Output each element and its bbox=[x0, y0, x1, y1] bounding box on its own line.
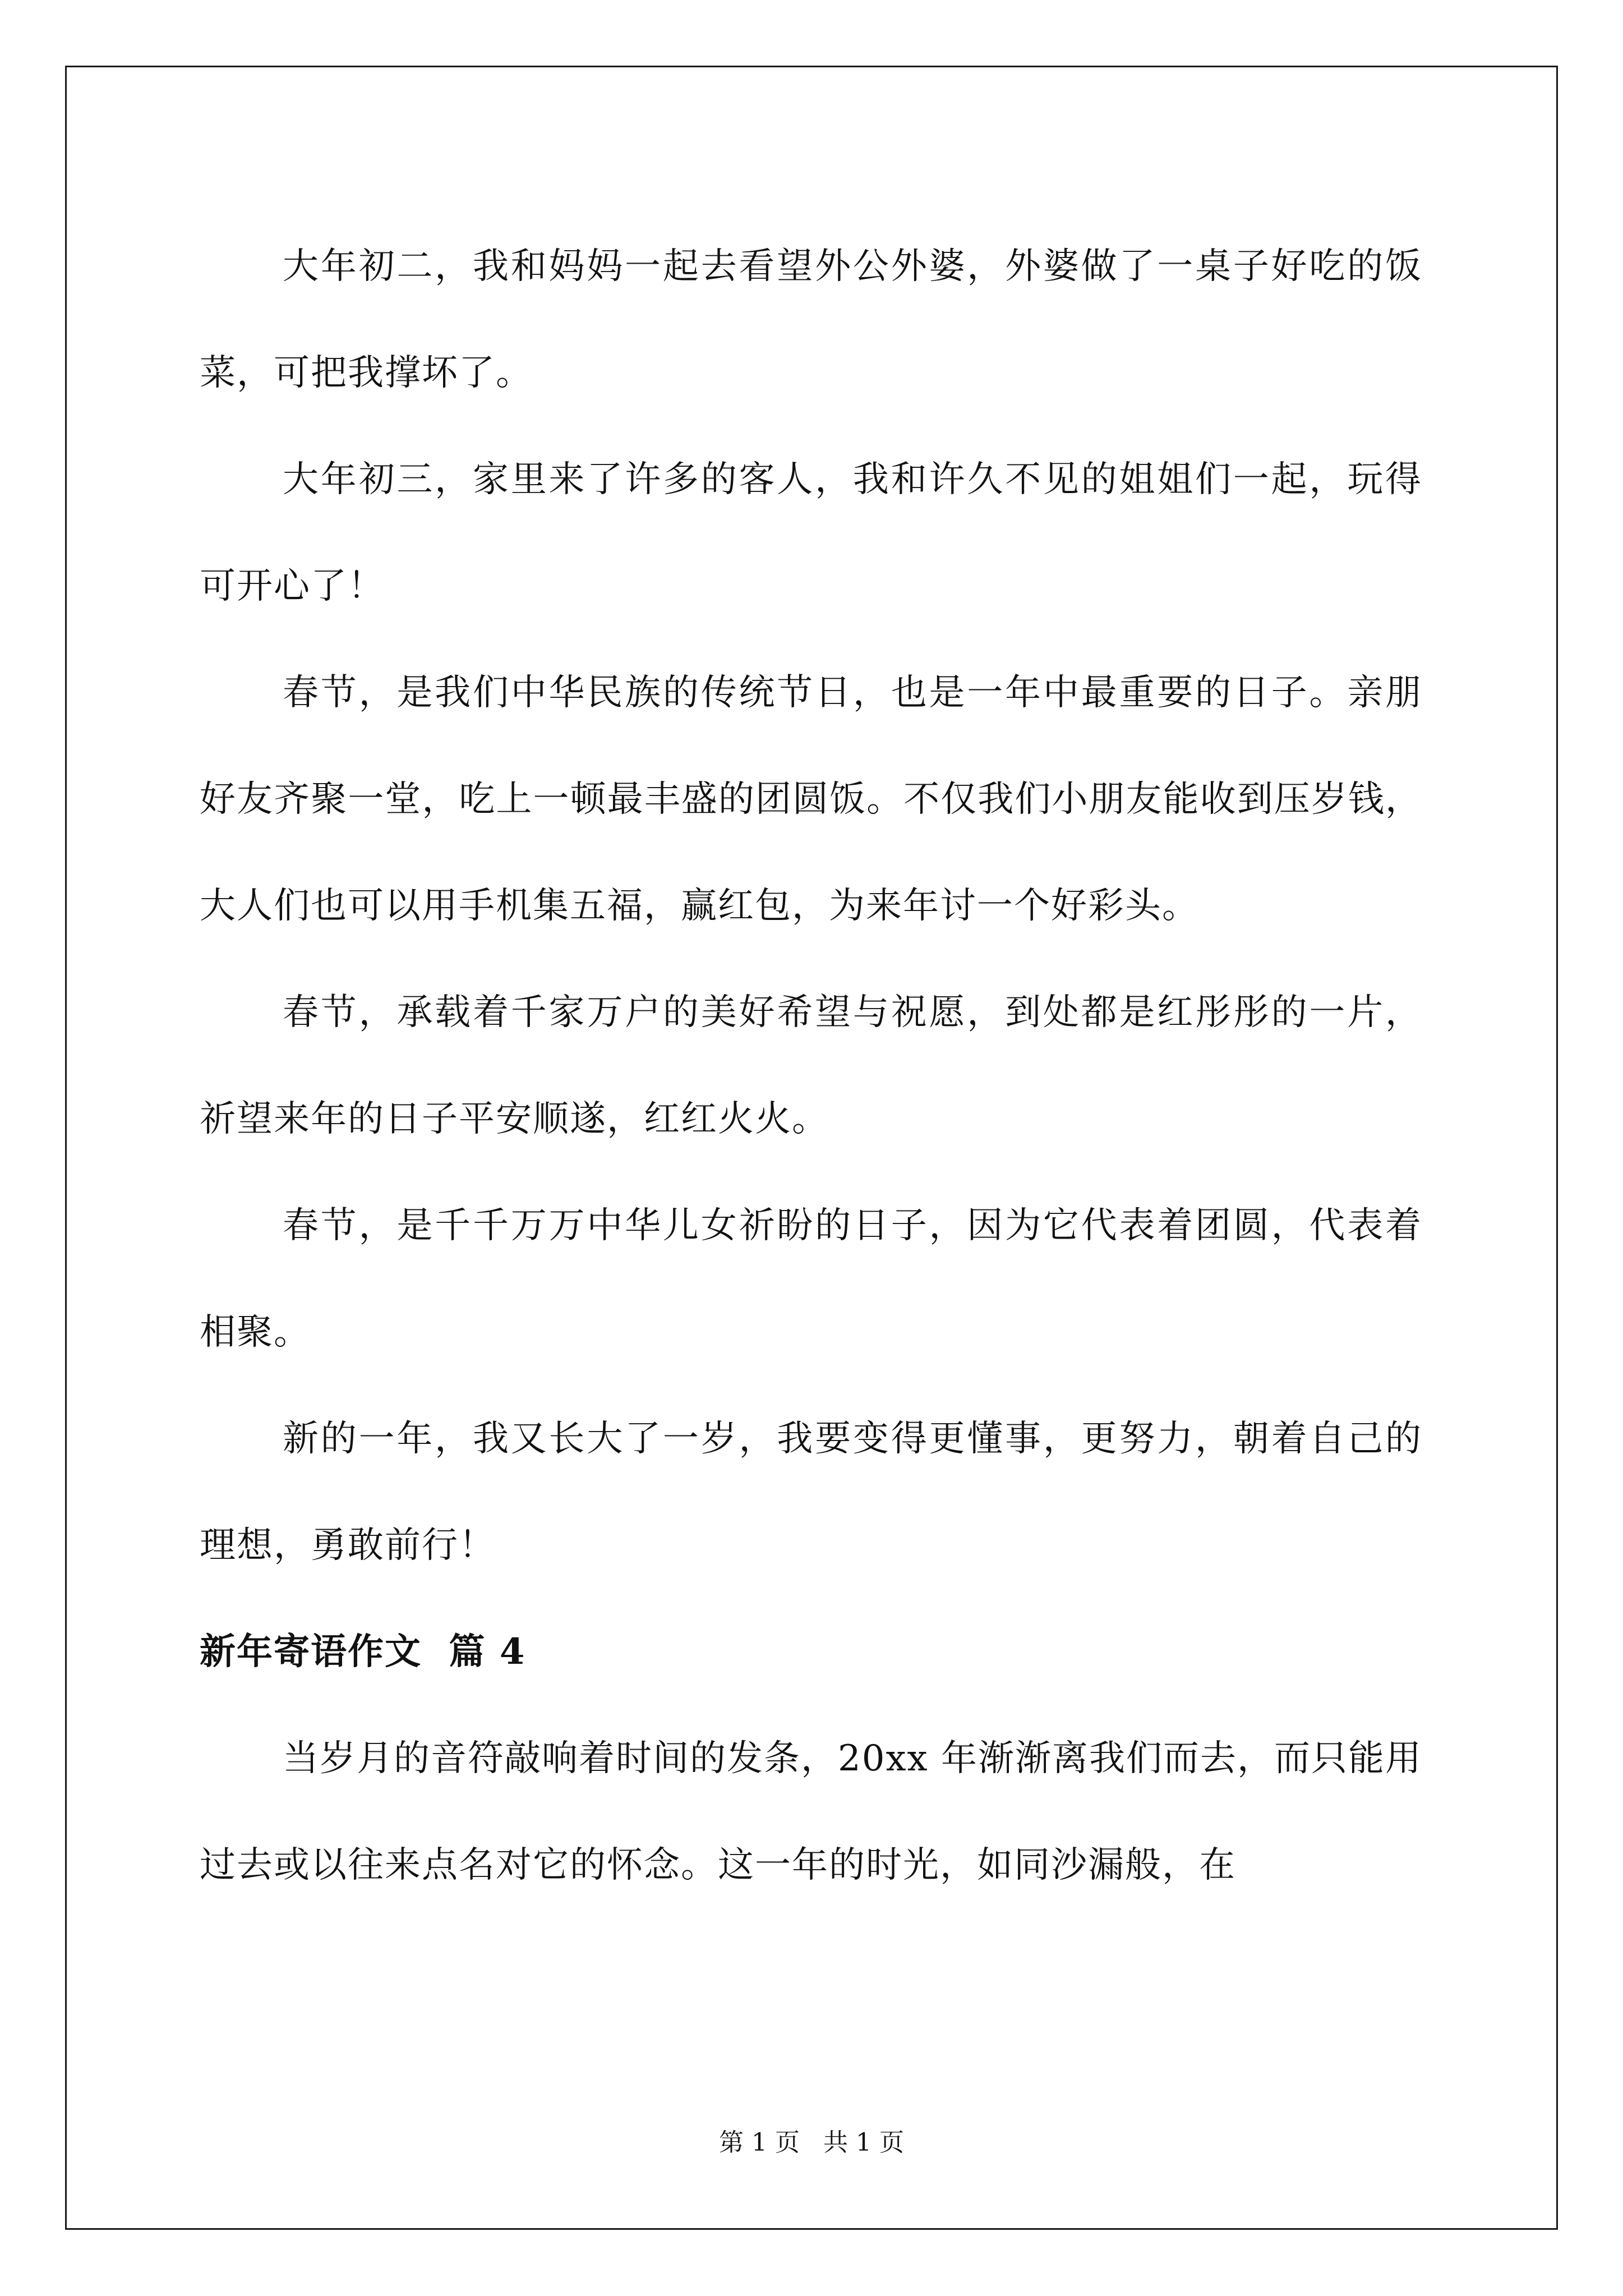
paragraph: 春节，是千千万万中华儿女祈盼的日子，因为它代表着团圆，代表着相聚。 bbox=[200, 1205, 1422, 1353]
paragraph: 春节，是我们中华民族的传统节日，也是一年中最重要的日子。亲朋好友齐聚一堂，吃上一顿最丰盛的团圆饭。不仅我们小朋友能收到压岁钱，大人们也可以用手机集五福，赢红包，为来年讨一个好彩头。 bbox=[200, 672, 1422, 927]
document-body bbox=[200, 213, 1422, 1918]
paragraph: 大年初三，家里来了许多的客人，我和许久不见的姐姐们一起，玩得可开心了！ bbox=[200, 459, 1422, 607]
paragraph: 新的一年，我又长大了一岁，我要变得更懂事，更努力，朝着自己的理想，勇敢前行！ bbox=[200, 1418, 1422, 1566]
paragraph: 春节，承载着千家万户的美好希望与祝愿，到处都是红彤彤的一片，祈望来年的日子平安顺遂，红红火火。 bbox=[200, 992, 1422, 1140]
page-footer: 第 1 页 共 1 页 bbox=[719, 2128, 904, 2157]
paragraph: 大年初二，我和妈妈一起去看望外公外婆，外婆做了一桌子好吃的饭菜，可把我撑坏了。 bbox=[200, 246, 1422, 394]
section-heading: 新年寄语作文 篇 4 bbox=[200, 1631, 526, 1673]
paragraph: 当岁月的音符敲响着时间的发条，20xx 年渐渐离我们而去，而只能用过去或以往来点名对它的怀念。这一年的时光，如同沙漏般，在 bbox=[200, 1738, 1422, 1886]
